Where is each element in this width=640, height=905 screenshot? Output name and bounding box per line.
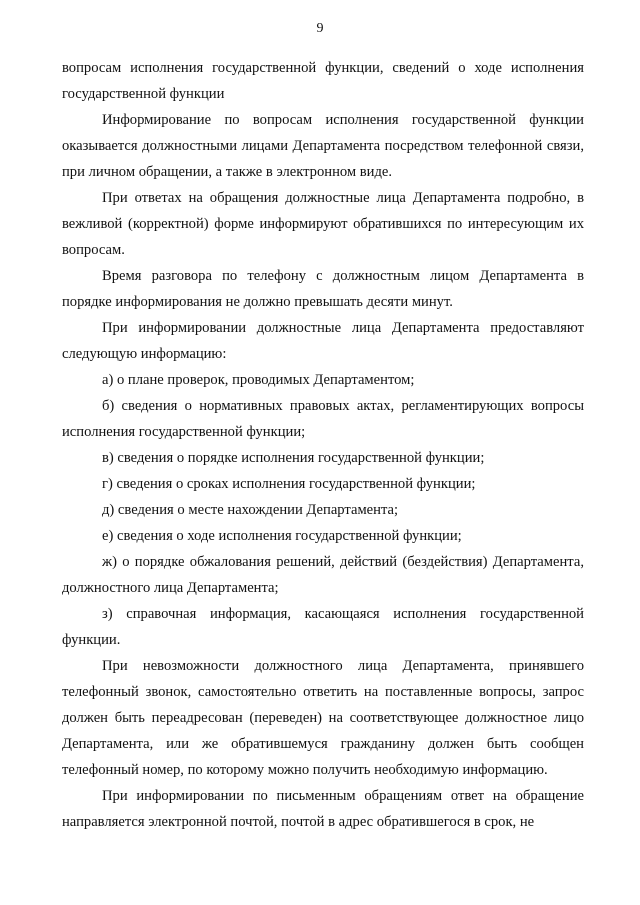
paragraph: При информировании должностные лица Департамента предоставляют следующую информацию: bbox=[62, 320, 584, 362]
list-item-z: з) справочная информация, касающаяся исполнения государственной функции. bbox=[62, 606, 584, 648]
paragraph: Информирование по вопросам исполнения государственной функции оказывается должностными лицами Департамента посредством телефонной связи, при личном обращении, а также в электронном виде. bbox=[62, 112, 584, 180]
list-item-g: г) сведения о сроках исполнения государственной функции; bbox=[102, 476, 476, 492]
list-item-v: в) сведения о порядке исполнения государственной функции; bbox=[102, 450, 485, 466]
list-item-e: е) сведения о ходе исполнения государственной функции; bbox=[102, 528, 462, 544]
paragraph: Время разговора по телефону с должностным лицом Департамента в порядке информирования не должно превышать десяти минут. bbox=[62, 268, 584, 310]
paragraph: вопросам исполнения государственной функции, сведений о ходе исполнения государственной функции bbox=[62, 60, 584, 102]
list-item-a: а) о плане проверок, проводимых Департаментом; bbox=[102, 372, 415, 388]
paragraph: При информировании по письменным обращениям ответ на обращение направляется электронной почтой, почтой в адрес обратившегося в срок, не bbox=[62, 788, 584, 830]
page-number: 9 bbox=[316, 21, 324, 36]
paragraph: При невозможности должностного лица Департамента, принявшего телефонный звонок, самостоятельно ответить на поставленные вопросы, запрос должен быть переадресован (переведен) на соответствующее должностное лицо Департамента, или же обратившемуся гражданину должен быть сообщен телефонный номер, по которому можно получить необходимую информацию. bbox=[62, 658, 584, 778]
list-item-zh: ж) о порядке обжалования решений, действий (бездействия) Департамента, должностного лица Департамента; bbox=[62, 554, 584, 596]
list-item-d: д) сведения о месте нахождении Департамента; bbox=[102, 502, 399, 518]
list-item-b: б) сведения о нормативных правовых актах, регламентирующих вопросы исполнения государственной функции; bbox=[62, 398, 584, 440]
document-body bbox=[62, 55, 584, 835]
paragraph: При ответах на обращения должностные лица Департамента подробно, в вежливой (корректной) форме информируют обратившихся по интересующим их вопросам. bbox=[62, 190, 584, 258]
